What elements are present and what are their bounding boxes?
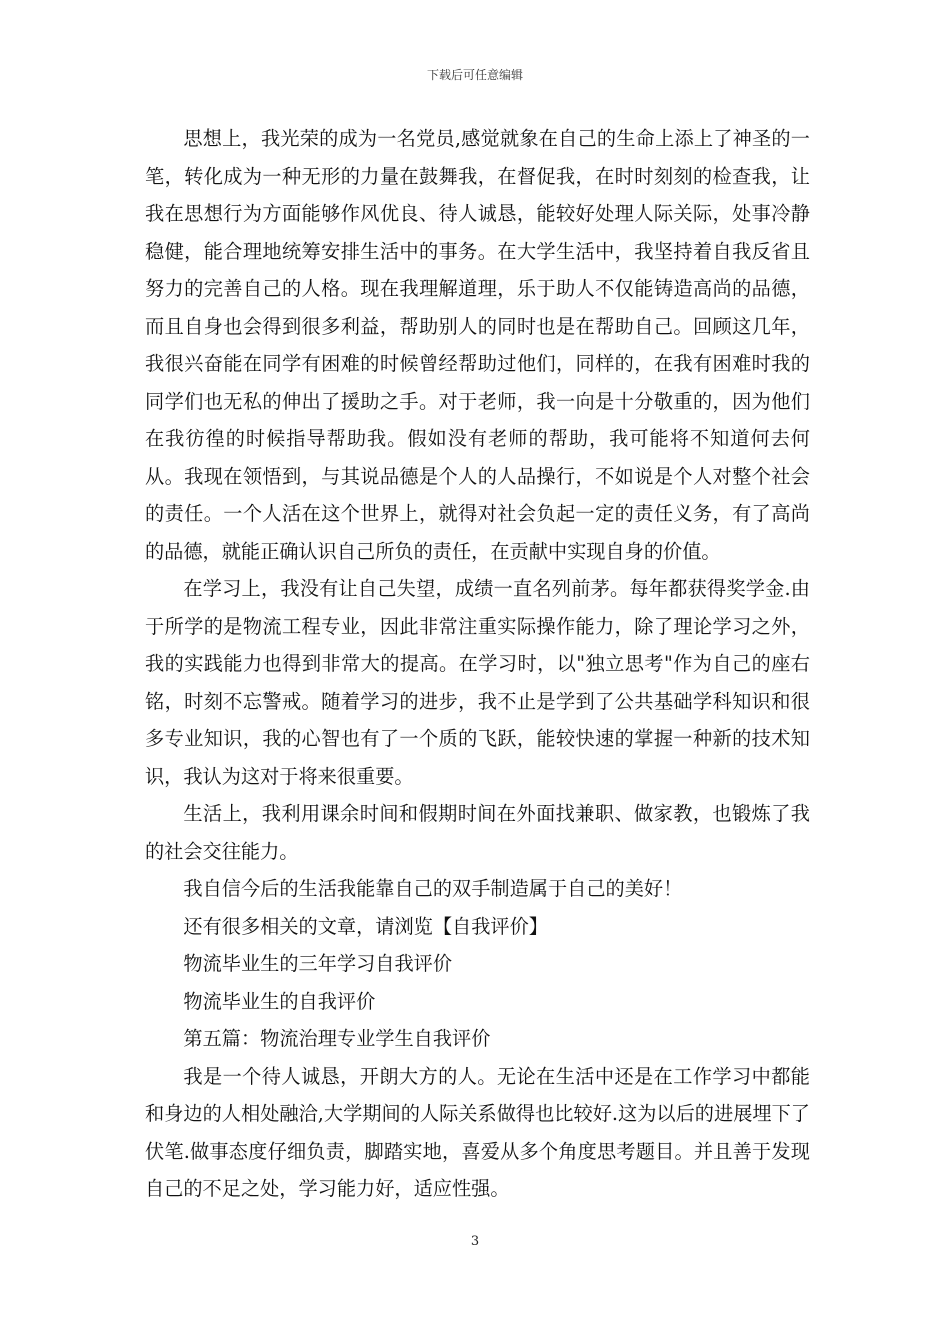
paragraph-personality: 我是一个待人诚恳，开朗大方的人。无论在生活中还是在工作学习中都能和身边的人相处融洽,大学期间的人际关系做得也比较好.这为以后的进展埋下了伏笔.做事态度仔细负责，脚踏实地，喜爱从多个角度思考题目。并且善于发现自己的不足之处，学习能力好，适应性强。: [145, 1064, 810, 1200]
page-number: 3: [470, 1234, 480, 1249]
paragraph-life: 生活上，我利用课余时间和假期时间在外面找兼职、做家教，也锻炼了我的社会交往能力。: [145, 802, 810, 863]
paragraph-study: 在学习上，我没有让自己失望，成绩一直名列前茅。每年都获得奖学金.由于所学的是物流工程专业，因此非常注重实际操作能力，除了理论学习之外，我的实践能力也得到非常大的提高。在学习时，以"独立思考"作为自己的座右铭，时刻不忘警戒。随着学习的进步，我不止是学到了公共基础学科知识和很多专业知识，我的心智也有了一个质的飞跃，能较快速的掌握一种新的技术知识，我认为这对于将来很重要。: [145, 577, 810, 788]
section-heading: 第五篇：物流治理专业学生自我评价: [183, 1027, 491, 1050]
related-article-2: 物流毕业生的自我评价: [183, 989, 376, 1013]
paragraph-ideology: 思想上，我光荣的成为一名党员,感觉就象在自己的生命上添上了神圣的一笔，转化成为一种无形的力量在鼓舞我，在督促我，在时时刻刻的检查我，让我在思想行为方面能够作风优良、待人诚恳，能较好处理人际关际，处事冷静稳健，能合理地统筹安排生活中的事务。在大学生活中，我坚持着自我反省且努力的完善自己的人格。现在我理解道理，乐于助人不仅能铸造高尚的品德，而且自身也会得到很多利益，帮助别人的同时也是在帮助自己。回顾这几年，我很兴奋能在同学有困难的时候曾经帮助过他们，同样的，在我有困难时我的同学们也无私的伸出了援助之手。对于老师，我一向是十分敬重的，因为他们在我彷徨的时候指导帮助我。假如没有老师的帮助，我可能将不知道何去何从。我现在领悟到，与其说品德是个人的人品操行，不如说是个人对整个社会的责任。一个人活在这个世界上，就得对社会负起一定的责任义务，有了高尚的品德，就能正确认识自己所负的责任，在贡献中实现自身的价值。: [145, 127, 810, 563]
page-header: 下载后可任意编辑: [426, 68, 523, 82]
paragraph-confidence: 我自信今后的生活我能靠自己的双手制造属于自己的美好！: [183, 877, 683, 900]
related-articles-line: 还有很多相关的文章，请浏览【自我评价】: [183, 914, 548, 938]
related-article-1: 物流毕业生的三年学习自我评价: [183, 952, 453, 975]
document-body: [145, 120, 810, 1208]
